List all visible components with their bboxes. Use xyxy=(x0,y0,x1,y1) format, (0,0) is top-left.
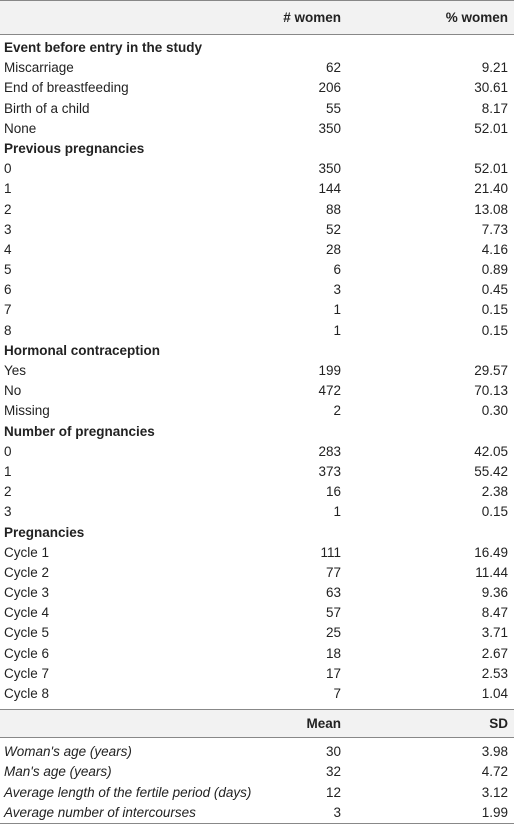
header-count: # women xyxy=(283,10,341,25)
row-count: 373 xyxy=(318,463,341,479)
table-row xyxy=(0,381,514,401)
row-label: Cycle 7 xyxy=(4,665,50,681)
stats-sd: 3.12 xyxy=(481,784,508,800)
row-count: 88 xyxy=(325,201,341,217)
row-percent: 3.71 xyxy=(481,625,508,641)
table-row xyxy=(0,664,514,684)
row-label: Cycle 1 xyxy=(4,544,50,560)
row-label: Yes xyxy=(4,363,27,378)
table-row xyxy=(0,119,514,139)
row-count: 283 xyxy=(318,443,341,459)
row-label: 3 xyxy=(4,504,12,520)
table-row xyxy=(0,321,514,341)
section-title-text: Number of pregnancies xyxy=(4,423,155,439)
row-label: No xyxy=(4,383,22,399)
row-count: 28 xyxy=(325,241,341,257)
stats-sd: 1.99 xyxy=(481,804,508,820)
row-count: 25 xyxy=(325,625,341,641)
row-label: 1 xyxy=(4,181,12,197)
row-percent: 8.17 xyxy=(481,100,508,116)
table-row xyxy=(0,684,514,704)
row-percent: 8.47 xyxy=(481,605,508,621)
table-row xyxy=(0,280,514,300)
table-row xyxy=(0,442,514,462)
section-title-text: Hormonal contraception xyxy=(4,342,161,358)
table-body xyxy=(0,38,514,704)
section-title xyxy=(0,422,514,442)
row-percent: 42.05 xyxy=(474,443,508,459)
table-row xyxy=(0,220,514,240)
row-count: 57 xyxy=(325,605,341,621)
row-count: 1 xyxy=(333,302,341,318)
row-count: 1 xyxy=(333,322,341,338)
row-label: Missing xyxy=(4,403,50,419)
stats-body xyxy=(0,742,514,824)
table-row xyxy=(0,583,514,603)
stats-sd: 3.98 xyxy=(481,744,508,760)
row-label: 6 xyxy=(4,282,12,298)
row-percent: 16.49 xyxy=(474,544,508,560)
table-row xyxy=(0,543,514,563)
row-label: Cycle 4 xyxy=(4,605,50,621)
table-header xyxy=(0,0,514,35)
table-row xyxy=(0,603,514,623)
section-title xyxy=(0,139,514,159)
row-percent: 0.30 xyxy=(481,403,508,419)
row-count: 52 xyxy=(325,221,341,237)
row-label: 2 xyxy=(4,484,12,500)
stats-mean: 3 xyxy=(333,804,341,820)
section-title-text: Event before entry in the study xyxy=(4,40,203,55)
stats-header-sd: SD xyxy=(489,716,508,732)
table-row xyxy=(0,159,514,179)
row-count: 472 xyxy=(318,383,341,399)
table-row xyxy=(0,260,514,280)
stats-row xyxy=(0,762,514,782)
row-label: Miscarriage xyxy=(4,60,74,76)
row-percent: 11.44 xyxy=(475,564,508,580)
row-percent: 55.42 xyxy=(474,463,508,479)
stats-mean: 32 xyxy=(325,764,341,780)
row-label: 4 xyxy=(4,241,12,257)
row-count: 55 xyxy=(325,100,341,116)
stats-header-mean: Mean xyxy=(306,716,341,732)
table-row xyxy=(0,300,514,320)
section-title-text: Previous pregnancies xyxy=(4,140,145,156)
stats-row xyxy=(0,742,514,762)
row-label: 0 xyxy=(4,161,12,177)
row-count: 17 xyxy=(325,665,341,681)
row-count: 350 xyxy=(318,161,341,177)
row-count: 77 xyxy=(325,564,341,580)
row-percent: 2.38 xyxy=(481,484,508,500)
row-label: 8 xyxy=(4,322,12,338)
row-percent: 0.15 xyxy=(481,322,508,338)
row-count: 6 xyxy=(333,262,341,278)
stats-mean: 12 xyxy=(325,784,341,800)
table-row xyxy=(0,462,514,482)
row-label: Cycle 3 xyxy=(4,585,50,601)
row-count: 111 xyxy=(320,544,341,560)
stats-sd: 4.72 xyxy=(481,764,508,780)
section-title xyxy=(0,523,514,543)
section-title xyxy=(0,341,514,361)
row-label: 3 xyxy=(4,221,12,237)
section-title xyxy=(0,38,514,58)
row-count: 199 xyxy=(318,363,341,378)
row-count: 144 xyxy=(318,181,341,197)
row-label: Cycle 8 xyxy=(4,686,50,701)
row-percent: 9.21 xyxy=(481,60,508,76)
row-count: 63 xyxy=(325,585,341,601)
row-count: 3 xyxy=(333,282,341,298)
row-percent: 9.36 xyxy=(481,585,508,601)
row-percent: 0.15 xyxy=(481,504,508,520)
row-count: 2 xyxy=(333,403,341,419)
row-percent: 2.53 xyxy=(481,665,508,681)
row-percent: 0.89 xyxy=(481,262,508,278)
table-row xyxy=(0,58,514,78)
row-percent: 0.45 xyxy=(481,282,508,298)
table-row xyxy=(0,482,514,502)
row-percent: 2.67 xyxy=(481,645,508,661)
row-percent: 4.16 xyxy=(481,241,508,257)
row-label: Cycle 5 xyxy=(4,625,50,641)
stats-row xyxy=(0,803,514,823)
stats-row xyxy=(0,783,514,803)
row-label: None xyxy=(4,120,37,136)
row-label: 0 xyxy=(4,443,12,459)
row-percent: 21.40 xyxy=(474,181,508,197)
row-percent: 29.57 xyxy=(474,363,508,378)
table-row xyxy=(0,502,514,522)
row-label: 1 xyxy=(4,463,12,479)
stats-label: Woman's age (years) xyxy=(4,744,132,760)
row-percent: 7.73 xyxy=(481,221,508,237)
row-percent: 70.13 xyxy=(474,383,508,399)
row-label: Cycle 2 xyxy=(4,564,50,580)
table-row xyxy=(0,563,514,583)
row-percent: 30.61 xyxy=(474,80,508,96)
row-count: 62 xyxy=(325,60,341,76)
table-row xyxy=(0,99,514,119)
row-percent: 0.15 xyxy=(481,302,508,318)
row-count: 350 xyxy=(318,120,341,136)
stats-mean: 30 xyxy=(325,744,341,760)
row-count: 206 xyxy=(318,80,341,96)
row-count: 18 xyxy=(325,645,341,661)
stats-label: Average number of intercourses xyxy=(4,804,196,820)
table-row xyxy=(0,200,514,220)
row-label: 7 xyxy=(4,302,12,318)
stats-label: Average length of the fertile period (days) xyxy=(4,784,252,800)
row-percent: 1.04 xyxy=(481,686,508,701)
row-label: Cycle 6 xyxy=(4,645,50,661)
row-percent: 13.08 xyxy=(474,201,508,217)
table-row xyxy=(0,179,514,199)
table-row xyxy=(0,361,514,381)
row-label: 5 xyxy=(4,262,12,278)
row-percent: 52.01 xyxy=(474,120,508,136)
row-count: 1 xyxy=(333,504,341,520)
section-title-text: Pregnancies xyxy=(4,524,85,540)
table-row xyxy=(0,78,514,98)
table-row xyxy=(0,644,514,664)
table-row xyxy=(0,240,514,260)
row-label: Birth of a child xyxy=(4,100,90,116)
table-row xyxy=(0,623,514,643)
stats-label: Man's age (years) xyxy=(4,764,112,780)
table-row xyxy=(0,401,514,421)
row-label: 2 xyxy=(4,201,12,217)
row-count: 7 xyxy=(333,686,341,701)
stats-header xyxy=(0,709,514,738)
row-percent: 52.01 xyxy=(474,161,508,177)
row-label: End of breastfeeding xyxy=(4,80,129,96)
header-percent: % women xyxy=(445,10,508,25)
row-count: 16 xyxy=(325,484,341,500)
